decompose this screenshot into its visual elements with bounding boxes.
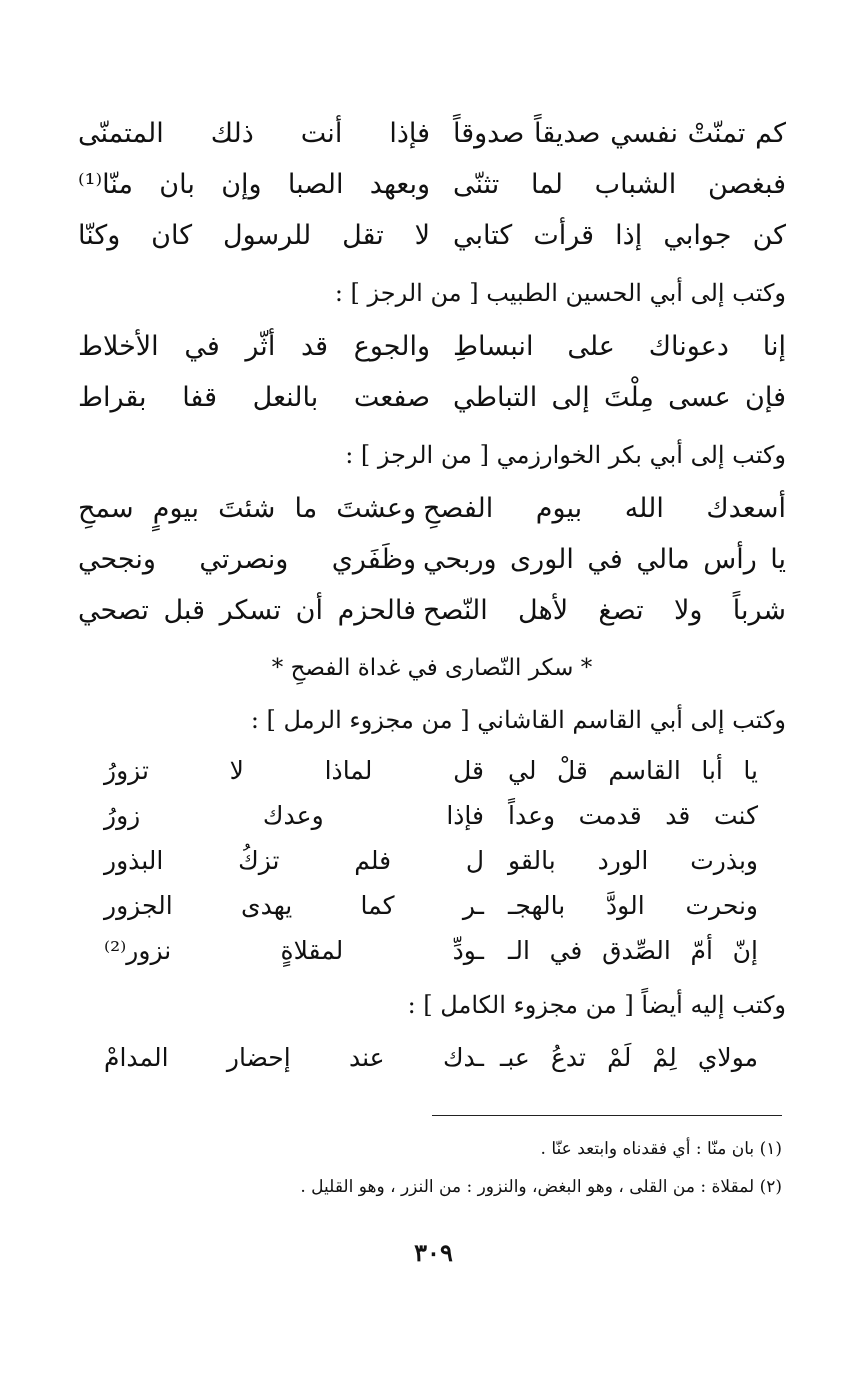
footnote-separator — [432, 1115, 782, 1116]
verse-first-hemistich: فبغصن الشباب لما تثنّى — [453, 169, 786, 200]
verse-first-hemistich: فإن عسى مِلْتَ إلى التباطي — [453, 382, 786, 413]
verse-line — [78, 483, 786, 534]
poem-section-4 — [78, 748, 786, 973]
verse-first-hemistich: كن جوابي إذا قرأت كتابي — [453, 220, 786, 251]
verse-first-hemistich: كم تمنّتْ نفسي صديقاً صدوقاً — [453, 118, 786, 149]
section-heading: وكتب إلى أبي الحسين الطبيب [ من الرجز ] : — [334, 279, 786, 307]
verse-line — [104, 928, 758, 973]
section-heading: وكتب إلى أبي بكر الخوارزمي [ من الرجز ] : — [345, 441, 786, 469]
verse-second-hemistich: ـودِّ لمقلاةٍ نزور⁽²⁾ — [104, 936, 484, 965]
poem-section-2 — [78, 321, 786, 423]
verse-second-hemistich: ـدك عند إحضار المدامْ — [104, 1043, 484, 1072]
footnotes — [300, 1130, 782, 1206]
verse-first-hemistich: يا أبا القاسم قلْ لي — [508, 756, 758, 785]
verse-line — [78, 159, 786, 210]
verse-second-hemistich: ل فلم تزكُ البذور — [104, 846, 484, 875]
verse-line — [78, 321, 786, 372]
footnote-2: (٢) لمقلاة : من القلى ، وهو البغض، والنزور : من النزر ، وهو القليل . — [300, 1177, 782, 1197]
page-number: ٣٠٩ — [414, 1238, 453, 1267]
verse-second-hemistich: ـر كما يهدى الجزور — [104, 891, 484, 920]
verse-second-hemistich: وعشتَ ما شئتَ بيومٍ سمحِ — [78, 493, 416, 524]
section-heading: وكتب إلى أبي القاسم القاشاني [ من مجزوء الرمل ] : — [250, 706, 786, 734]
verse-second-hemistich: صفعت بالنعل قفا بقراط — [78, 382, 430, 413]
verse-line — [78, 585, 786, 636]
verse-first-hemistich: مولاي لِمْ لَمْ تدعُ عبـ — [500, 1043, 758, 1072]
verse-line — [104, 793, 758, 838]
verse-second-hemistich: فإذا وعدك زورُ — [104, 801, 484, 830]
page-body — [78, 108, 786, 1083]
poem-section-3 — [78, 483, 786, 636]
verse-second-hemistich: فالحزم أن تسكر قبل تصحي — [78, 595, 416, 626]
footnote-1: (١) بان منّا : أي فقدناه وابتعد عنّا . — [540, 1139, 782, 1159]
verse-first-hemistich: كنت قد قدمت وعداً — [508, 801, 758, 830]
verse-second-hemistich: والجوع قد أثّر في الأخلاط — [78, 331, 430, 362]
verse-line — [104, 883, 758, 928]
verse-line — [104, 748, 758, 793]
verse-first-hemistich: ونحرت الودَّ بالهجـ — [508, 891, 758, 920]
verse-line — [104, 1033, 758, 1083]
verse-second-hemistich: فإذا أنت ذلك المتمنّى — [78, 118, 430, 149]
section-heading: وكتب إليه أيضاً [ من مجزوء الكامل ] : — [407, 991, 786, 1019]
verse-line — [104, 838, 758, 883]
poem-section-5 — [78, 1033, 786, 1083]
verse-line — [78, 108, 786, 159]
verse-line — [78, 534, 786, 585]
verse-first-hemistich: إنّ أمّ الصِّدق في الـ — [508, 936, 758, 965]
verse-second-hemistich: وظَفَري ونصرتي ونجحي — [78, 544, 416, 575]
verse-first-hemistich: شرباً ولا تصغ لأهل النّصح — [423, 595, 786, 626]
poem-section-1 — [78, 108, 786, 261]
verse-first-hemistich: يا رأس مالي في الورى وربحي — [423, 544, 786, 575]
verse-first-hemistich: إنا دعوناك على انبساطِ — [453, 331, 786, 362]
verse-first-hemistich: وبذرت الورد بالقو — [508, 846, 758, 875]
verse-first-hemistich: أسعدك الله بيوم الفصحِ — [423, 493, 786, 524]
verse-second-hemistich: وبعهد الصبا وإن بان منّا⁽¹⁾ — [78, 169, 430, 200]
verse-second-hemistich: قل لماذا لا تزورُ — [104, 756, 484, 785]
verse-line — [78, 210, 786, 261]
verse-line — [78, 372, 786, 423]
centered-verse: * سكر النّصارى في غداة الفصحِ * — [271, 655, 593, 681]
verse-second-hemistich: لا تقل للرسول كان وكنّا — [78, 220, 430, 251]
